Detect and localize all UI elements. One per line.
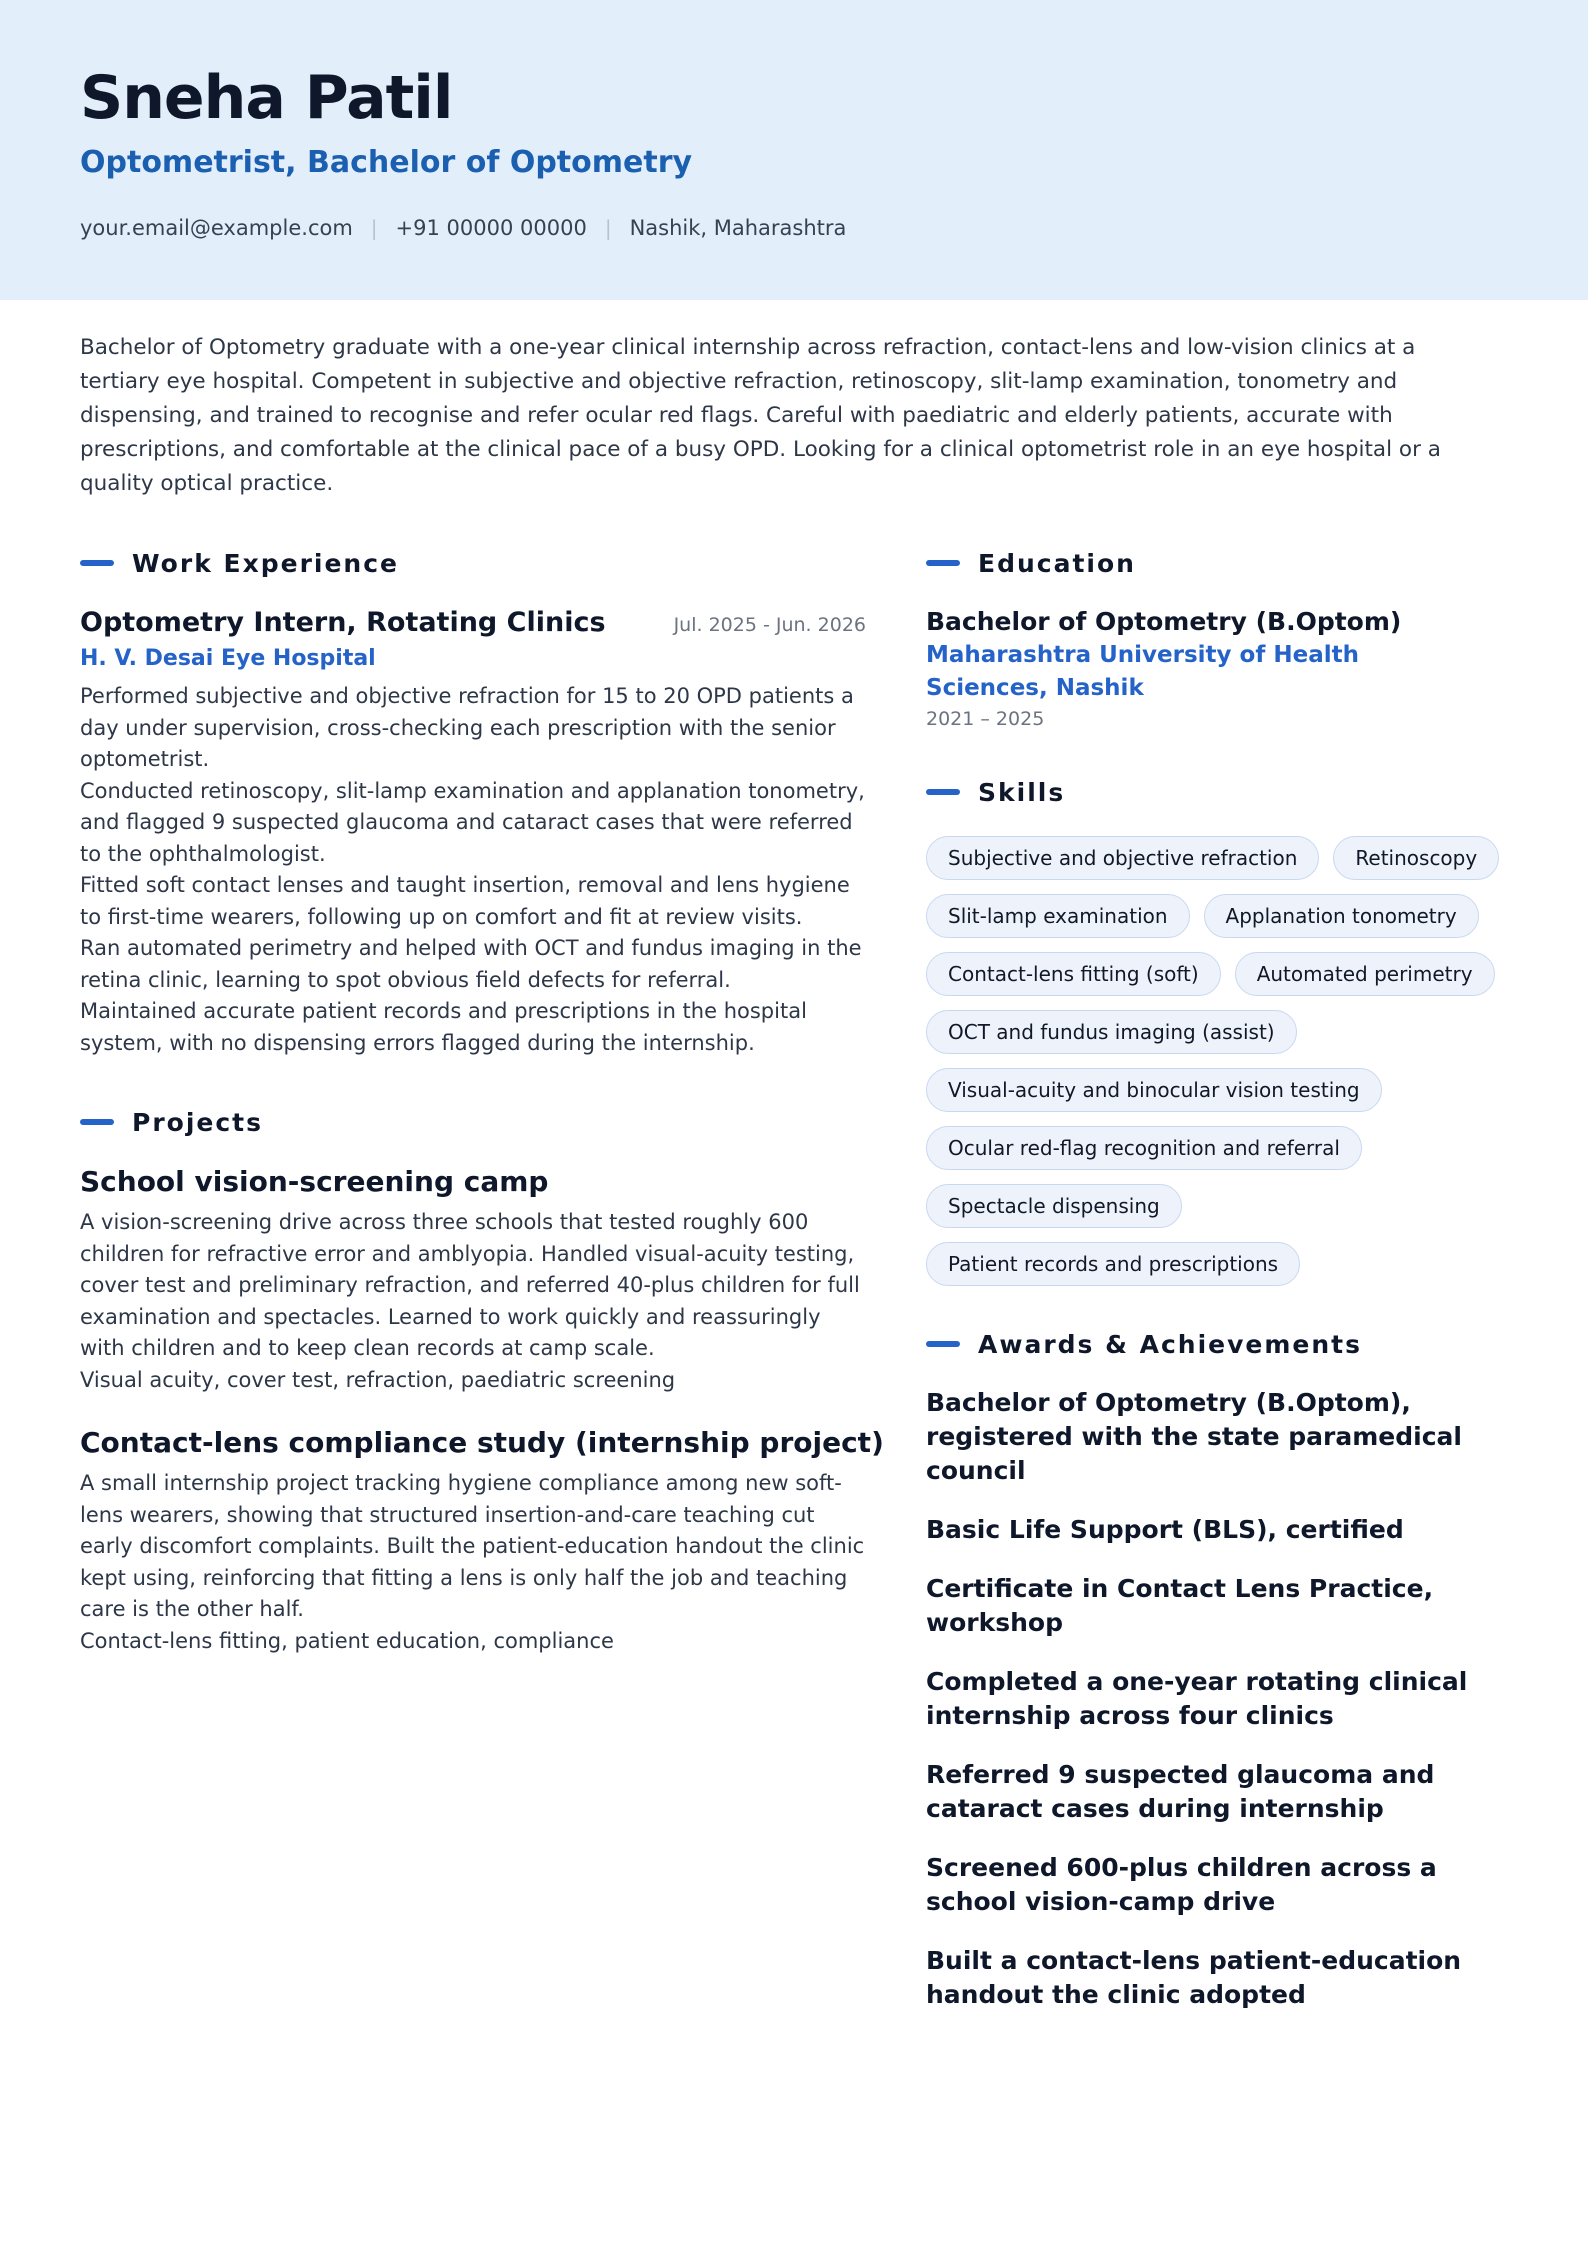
project-entry [80, 1424, 884, 1657]
project-tags: Visual acuity, cover test, refraction, paediatric screening [80, 1367, 676, 1392]
skill-chip: Applanation tonometry [1204, 894, 1479, 938]
award-item: Built a contact-lens patient-education handout the clinic adopted [926, 1946, 1462, 2009]
contact-email: your.email@example.com [80, 216, 353, 240]
skill-chip: Visual-acuity and binocular vision testing [926, 1068, 1382, 1112]
awards-list [926, 1386, 1516, 2037]
award-item: Certificate in Contact Lens Practice, workshop [926, 1574, 1434, 1637]
project-tags: Contact-lens fitting, patient education, compliance [80, 1628, 614, 1653]
education-years: 2021 – 2025 [926, 708, 1045, 730]
award-item: Completed a one-year rotating clinical internship across four clinics [926, 1667, 1468, 1730]
job-entry [80, 605, 866, 1059]
section-heading-education [926, 547, 1136, 579]
award-item: Bachelor of Optometry (B.Optom), registered with the state paramedical council [926, 1388, 1462, 1485]
contact-separator: | [370, 216, 378, 240]
section-heading-work-experience [80, 547, 399, 579]
award-item: Referred 9 suspected glaucoma and cataract cases during internship [926, 1760, 1435, 1823]
contact-location: Nashik, Maharashtra [629, 216, 847, 240]
project-title: Contact-lens compliance study (internship project) [80, 1426, 884, 1459]
award-item: Screened 600-plus children across a school vision-camp drive [926, 1853, 1437, 1916]
skill-chip: OCT and fundus imaging (assist) [926, 1010, 1297, 1054]
section-accent-bar [926, 1341, 960, 1347]
section-label: Skills [978, 777, 1066, 807]
contact-separator: | [604, 216, 612, 240]
job-bullet: Ran automated perimetry and helped with OCT and fundus imaging in the retina clinic, learning to spot obvious field defects for referral. [80, 936, 862, 992]
skill-chip: Contact-lens fitting (soft) [926, 952, 1221, 996]
skill-chip: Ocular red-flag recognition and referral [926, 1126, 1362, 1170]
skills-list [926, 836, 1546, 1286]
skill-chip: Subjective and objective refraction [926, 836, 1319, 880]
section-accent-bar [80, 560, 114, 566]
education-school: Maharashtra University of Health Sciences, Nashik [926, 642, 1359, 701]
section-label: Work Experience [132, 548, 399, 578]
section-label: Awards & Achievements [978, 1329, 1363, 1359]
candidate-name: Sneha Patil [80, 63, 453, 133]
contact-phone: +91 00000 00000 [395, 216, 587, 240]
contact-line [80, 212, 846, 244]
job-bullet: Performed subjective and objective refraction for 15 to 20 OPD patients a day under supervision, cross-checking each prescription with the senior optometrist. [80, 684, 854, 771]
job-bullets [80, 681, 866, 1059]
project-description: A small internship project tracking hygiene compliance among new soft-lens wearers, showing that structured insertion-and-care teaching cut early discomfort complaints. Built the patient-education handout the clinic kept using, reinforcing that fitting a lens is only half the job and teaching care is the other half. [80, 1471, 865, 1621]
skill-chip: Patient records and prescriptions [926, 1242, 1300, 1286]
job-dates: Jul. 2025 - Jun. 2026 [673, 614, 866, 636]
job-bullet: Maintained accurate patient records and prescriptions in the hospital system, with no dispensing errors flagged during the internship. [80, 999, 807, 1055]
award-item: Basic Life Support (BLS), certified [926, 1515, 1404, 1544]
job-title: Optometry Intern, Rotating Clinics [80, 607, 606, 638]
resume-header [0, 0, 1588, 300]
skill-chip: Automated perimetry [1235, 952, 1495, 996]
section-accent-bar [926, 789, 960, 795]
project-entry [80, 1163, 866, 1396]
section-label: Projects [132, 1107, 264, 1137]
job-bullet: Conducted retinoscopy, slit-lamp examination and applanation tonometry, and flagged 9 suspected glaucoma and cataract cases that were referred to the ophthalmologist. [80, 778, 865, 866]
candidate-headline: Optometrist, Bachelor of Optometry [80, 145, 693, 180]
section-accent-bar [926, 560, 960, 566]
skill-chip: Slit-lamp examination [926, 894, 1190, 938]
section-accent-bar [80, 1119, 114, 1125]
project-title: School vision-screening camp [80, 1165, 549, 1198]
education-degree: Bachelor of Optometry (B.Optom) [926, 607, 1402, 636]
section-heading-skills [926, 776, 1065, 808]
skill-chip: Spectacle dispensing [926, 1184, 1182, 1228]
project-description: A vision-screening drive across three schools that tested roughly 600 children for refractive error and amblyopia. Handled visual-acuity testing, cover test and preliminary refraction, and referred 40-plus children for full examination and spectacles. Learned to work quickly and reassuringly with children and to keep clean records at camp scale. [80, 1210, 860, 1360]
skill-chip: Retinoscopy [1333, 836, 1499, 880]
job-bullet: Fitted soft contact lenses and taught insertion, removal and lens hygiene to first-time wearers, following up on comfort and fit at review visits. [80, 873, 850, 929]
section-heading-awards [926, 1328, 1362, 1360]
section-heading-projects [80, 1106, 263, 1138]
education-entry [926, 605, 1516, 733]
job-organization: H. V. Desai Eye Hospital [80, 646, 376, 671]
section-label: Education [978, 548, 1136, 578]
professional-summary: Bachelor of Optometry graduate with a one-year clinical internship across refraction, contact-lens and low-vision clinics at a tertiary eye hospital. Competent in subjective and objective refraction, retinoscopy, slit-lamp examination, tonometry and dispensing, and trained to recognise and refer ocular red flags. Careful with paediatric and elderly patients, accurate with prescriptions, and comfortable at the clinical pace of a busy OPD. Looking for a clinical optometrist role in an eye hospital or a quality optical practice. [80, 335, 1441, 496]
